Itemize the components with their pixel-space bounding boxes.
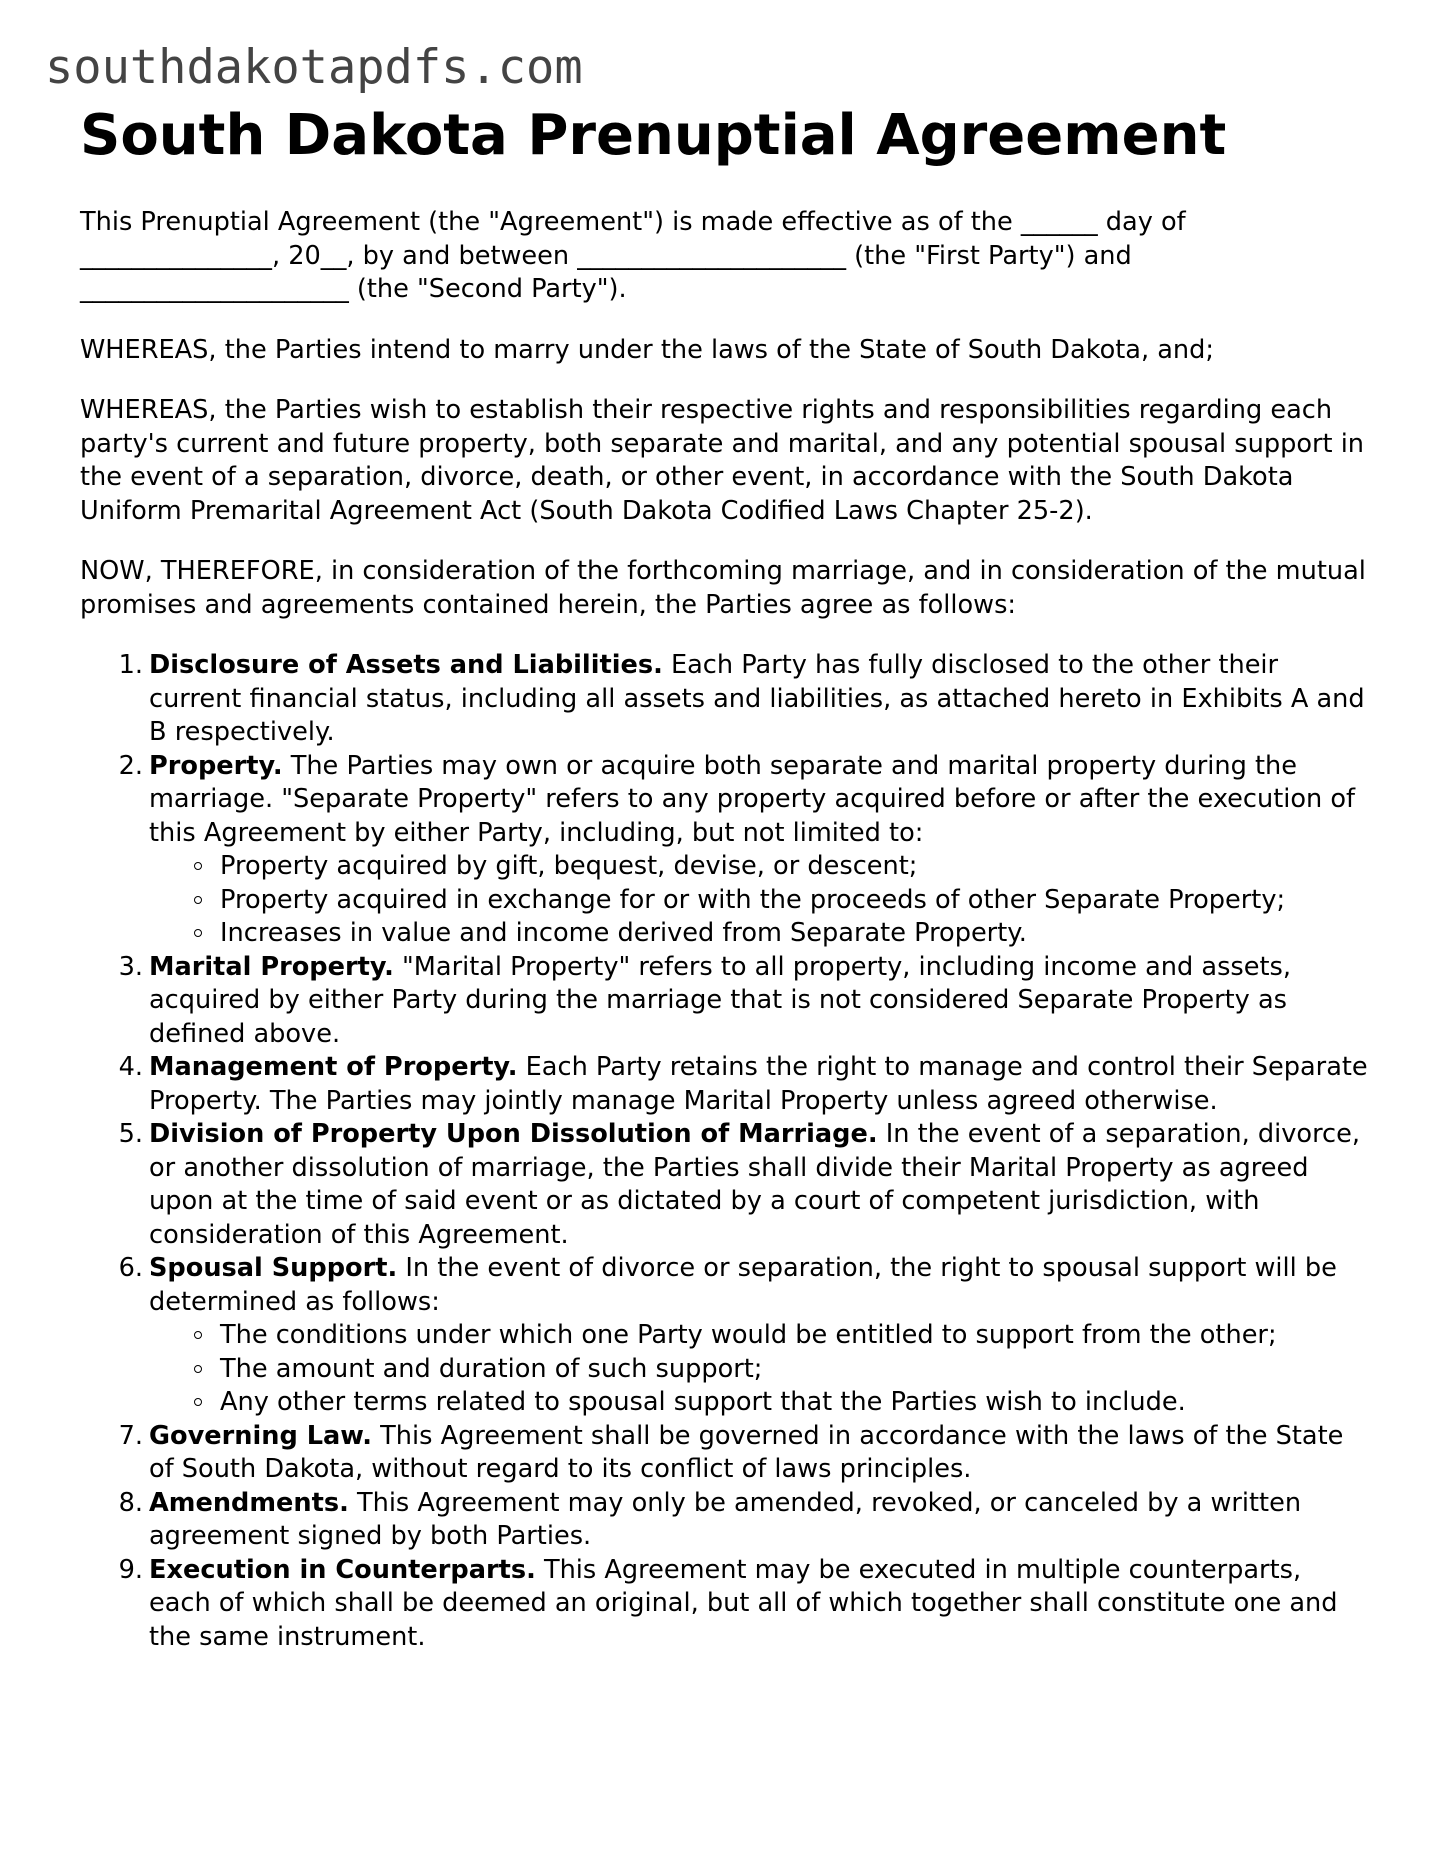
clause-text: Each Party has fully disclosed to the other their current financial status, including all assets and liabilities, as attached hereto in Exhibits A and B respectively. xyxy=(149,650,1365,747)
document-body xyxy=(80,206,1370,1654)
list-item: Any other terms related to spousal support that the Parties wish to include. xyxy=(220,1386,1370,1420)
clause-heading: Management of Property. xyxy=(149,1052,518,1082)
intro-paragraph: This Prenuptial Agreement (the "Agreement") is made effective as of the ______ day of _______________, 20__, by and between _____________________ (the "First Party") and _____________________ (the "Second Party"). xyxy=(80,207,1186,304)
document-title: South Dakota Prenuptial Agreement xyxy=(80,103,1227,168)
list-item: The conditions under which one Party would be entitled to support from the other; xyxy=(220,1319,1370,1353)
clause-text: "Marital Property" refers to all property, including income and assets, acquired by either Party during the marriage that is not considered Separate Property as defined above. xyxy=(149,951,1291,1049)
clause-division xyxy=(149,1118,1370,1252)
spousal-support-list xyxy=(149,1319,1370,1420)
clause-text: This Agreement may only be amended, revoked, or canceled by a written agreement signed by both Parties. xyxy=(149,1487,1302,1551)
clause-disclosure xyxy=(149,649,1370,750)
clause-amendments xyxy=(149,1487,1370,1554)
now-therefore-paragraph: NOW, THEREFORE, in consideration of the forthcoming marriage, and in consideration of the mutual promises and agreements contained herein, the Parties agree as follows: xyxy=(80,556,1366,620)
clause-heading: Property. xyxy=(149,750,283,781)
clause-heading: Spousal Support. xyxy=(149,1253,398,1283)
separate-property-list xyxy=(149,850,1370,951)
clause-property xyxy=(149,750,1370,951)
clause-text: This Agreement shall be governed in accordance with the laws of the State of South Dakota, without regard to its conflict of laws principles. xyxy=(149,1420,1344,1484)
clause-management xyxy=(149,1051,1370,1118)
clause-marital-property xyxy=(149,951,1370,1052)
list-item: The amount and duration of such support; xyxy=(220,1353,1370,1387)
clause-text: In the event of divorce or separation, the right to spousal support will be determined as follows: xyxy=(149,1253,1337,1317)
list-item: Property acquired by gift, bequest, devise, or descent; xyxy=(220,850,1370,884)
clause-spousal-support xyxy=(149,1252,1370,1420)
clause-heading: Disclosure of Assets and Liabilities. xyxy=(149,650,663,680)
clause-text: The Parties may own or acquire both separate and marital property during the marriage. "Separate Property" refers to any property acquired before or after the execution of this Agreement by either Party, including, but not limited to: xyxy=(149,750,1356,848)
clause-text: In the event of a separation, divorce, or another dissolution of marriage, the Parties shall divide their Marital Property as agreed upon at the time of said event or as dictated by a court of competent jurisdiction, with consideration of this Agreement. xyxy=(149,1119,1361,1250)
clause-heading: Marital Property. xyxy=(149,951,394,982)
clause-counterparts xyxy=(149,1554,1370,1655)
clause-heading: Governing Law. xyxy=(149,1420,373,1451)
site-watermark: southdakotapdfs.com xyxy=(45,40,583,95)
list-item: Property acquired in exchange for or with the proceeds of other Separate Property; xyxy=(220,884,1370,918)
clause-text: This Agreement may be executed in multiple counterparts, each of which shall be deemed an original, but all of which together shall constitute one and the same instrument. xyxy=(149,1554,1338,1652)
clause-heading: Division of Property Upon Dissolution of Marriage. xyxy=(149,1119,878,1149)
list-item: Increases in value and income derived from Separate Property. xyxy=(220,917,1370,951)
whereas-rights-paragraph: WHEREAS, the Parties wish to establish their respective rights and responsibilities regarding each party's current and future property, both separate and marital, and any potential spousal support in the event of a separation, divorce, death, or other event, in accordance with the South Dakota Uniform Premarital Agreement Act (South Dakota Codified Laws Chapter 25-2). xyxy=(80,395,1365,526)
clause-governing-law xyxy=(149,1420,1370,1487)
clause-text: Each Party retains the right to manage and control their Separate Property. The Parties may jointly manage Marital Property unless agreed otherwise. xyxy=(149,1052,1368,1116)
clause-heading: Amendments. xyxy=(149,1487,349,1518)
clause-heading: Execution in Counterparts. xyxy=(149,1554,536,1585)
whereas-marry-paragraph: WHEREAS, the Parties intend to marry under the laws of the State of South Dakota, and; xyxy=(80,334,1215,365)
clause-list xyxy=(80,649,1370,1654)
